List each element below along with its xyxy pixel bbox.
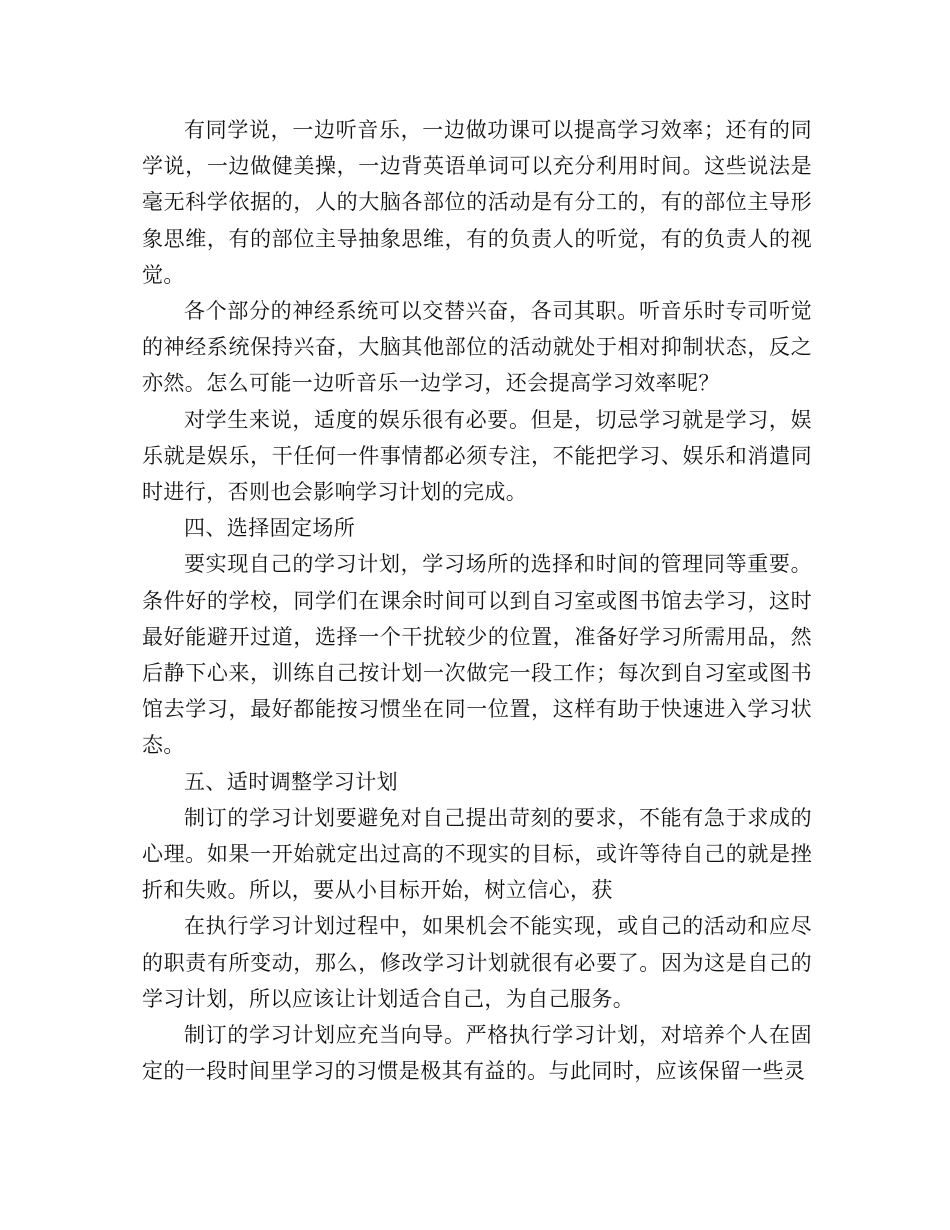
section-heading-fixed-place: 四、选择固定场所 (184, 516, 356, 541)
paragraph-avoid-harsh-demands: 制订的学习计划要避免对自己提出苛刻的要求，不能有急于求成的心理。如果一开始就定出过高的不现实的目标，或许等待自己的就是挫折和失败。所以，要从小目标开始，树立信心，获 (142, 805, 812, 903)
paragraph-nervous-system: 各个部分的神经系统可以交替兴奋，各司其职。听音乐时专司听觉的神经系统保持兴奋，大脑其他部位的活动就处于相对抑制状态，反之亦然。怎么可能一边听音乐一边学习，还会提高学习效率呢？ (142, 299, 812, 396)
document-body (142, 112, 812, 1089)
paragraph-entertainment: 对学生来说，适度的娱乐很有必要。但是，切忌学习就是学习，娱乐就是娱乐，干任何一件事情都必须专注，不能把学习、娱乐和消遣同时进行，否则也会影响学习计划的完成。 (142, 407, 812, 505)
paragraph-study-location: 要实现自己的学习计划，学习场所的选择和时间的管理同等重要。条件好的学校，同学们在课余时间可以到自习室或图书馆去学习，这时最好能避开过道，选择一个干扰较少的位置，准备好学习所需用品，然后静下心来，训练自己按计划一次做完一段工作；每次到自习室或图书馆去学习，最好都能按习惯坐在同一位置，这样有助于快速进入学习状态。 (142, 552, 812, 758)
section-heading-adjust-plan: 五、适时调整学习计划 (184, 769, 398, 794)
paragraph-modify-plan: 在执行学习计划过程中，如果机会不能实现，或自己的活动和应尽的职责有所变动，那么，修改学习计划就很有必要了。因为这是自己的学习计划，所以应该让计划适合自己，为自己服务。 (142, 914, 812, 1011)
paragraph-music-study: 有同学说，一边听音乐，一边做功课可以提高学习效率；还有的同学说，一边做健美操，一边背英语单词可以充分利用时间。这些说法是毫无科学依据的，人的大脑各部位的活动是有分工的，有的部位主导形象思维，有的部位主导抽象思维，有的负责人的听觉，有的负责人的视觉。 (142, 118, 812, 287)
paragraph-plan-as-guide: 制订的学习计划应充当向导。严格执行学习计划，对培养个人在固定的一段时间里学习的习惯是极其有益的。与此同时，应该保留一些灵 (142, 1023, 812, 1084)
